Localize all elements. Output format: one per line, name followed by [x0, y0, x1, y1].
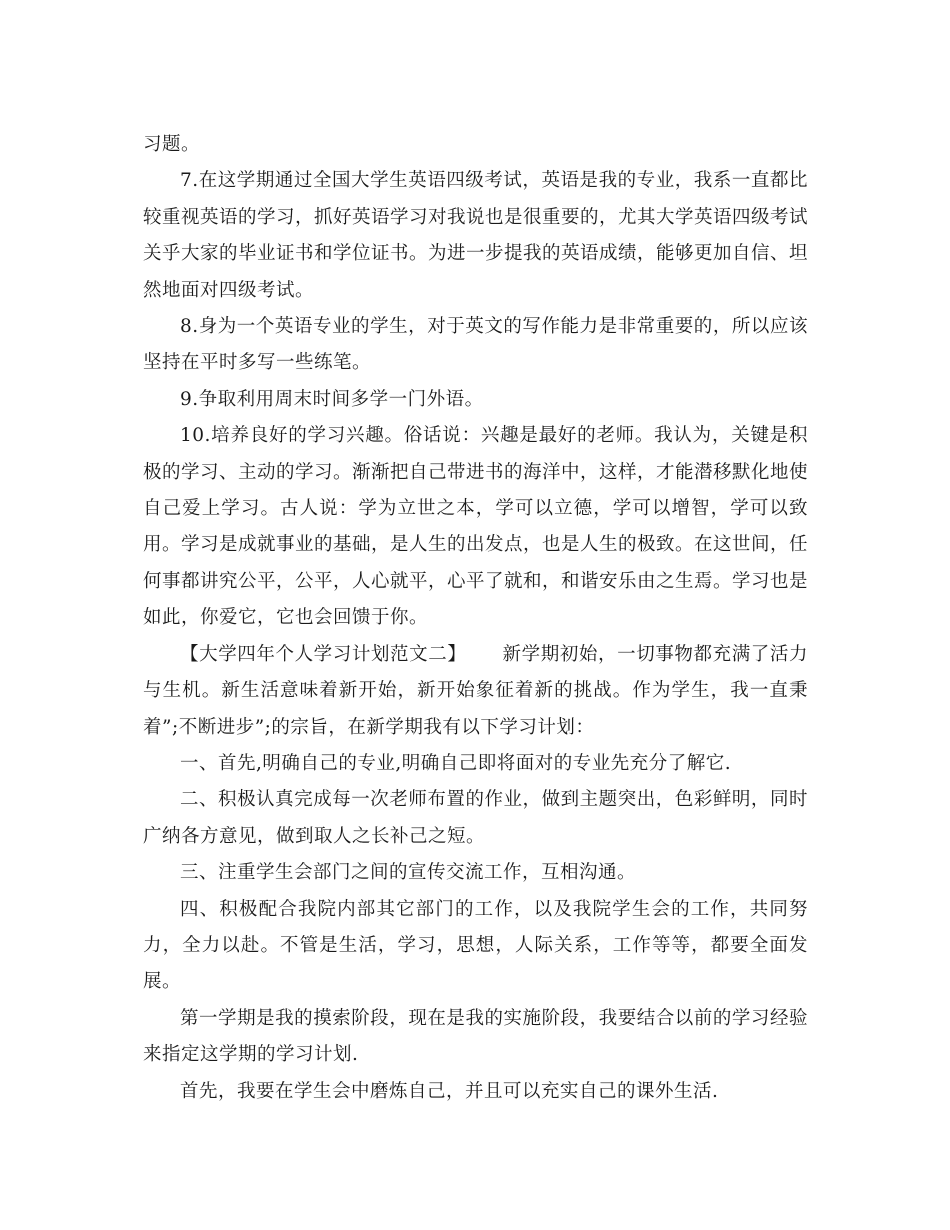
paragraph: 10.培养良好的学习兴趣。俗话说：兴趣是最好的老师。我认为，关键是积极的学习、主动的学习。渐渐把自己带进书的海洋中，这样，才能潜移默化地使自己爱上学习。古人说：学为立世之本，学可以立德，学可以增智，学可以致用。学习是成就事业的基础，是人生的出发点，也是人生的极致。在这世间，任何事都讲究公平，公平，人心就平，心平了就和，和谐安乐由之生焉。学习也是如此，你爱它，它也会回馈于你。 [143, 425, 809, 629]
paragraph: 习题。 [143, 134, 201, 155]
document-body [143, 127, 808, 1110]
paragraph: 9.争取利用周末时间多学一门外语。 [180, 388, 484, 410]
paragraph [143, 637, 808, 746]
paragraph: 二、积极认真完成每一次老师布置的作业，做到主题突出，色彩鲜明，同时广纳各方意见，做到取人之长补己之短。 [143, 789, 808, 847]
paragraph-text: 新学期初始，一切事物都充满了活力与生机。新生活意味着新开始，新开始象征着新的挑战。作为学生，我一直秉着”;不断进步”;的宗旨，在新学期我有以下学习计划： [143, 643, 808, 738]
paragraph: 8.身为一个英语专业的学生，对于英文的写作能力是非常重要的，所以应该坚持在平时多写一些练笔。 [143, 316, 808, 374]
section-heading: 【大学四年个人学习计划范文二】 [180, 643, 467, 665]
paragraph: 首先，我要在学生会中磨炼自己，并且可以充实自己的课外生活. [180, 1080, 719, 1102]
paragraph: 三、注重学生会部门之间的宣传交流工作，互相沟通。 [180, 862, 637, 884]
paragraph: 7.在这学期通过全国大学生英语四级考试，英语是我的专业，我系一直都比较重视英语的学习，抓好英语学习对我说也是很重要的，尤其大学英语四级考试关乎大家的毕业证书和学位证书。为进一步提我的英语成绩，能够更加自信、坦然地面对四级考试。 [143, 170, 809, 301]
paragraph: 一、首先,明确自己的专业,明确自己即将面对的专业先充分了解它. [180, 752, 732, 774]
paragraph: 第一学期是我的摸索阶段，现在是我的实施阶段，我要结合以前的学习经验来指定这学期的学习计划. [143, 1007, 808, 1066]
paragraph: 四、积极配合我院内部其它部门的工作，以及我院学生会的工作，共同努力，全力以赴。不管是生活，学习，思想，人际关系，工作等等，都要全面发展。 [143, 898, 808, 993]
